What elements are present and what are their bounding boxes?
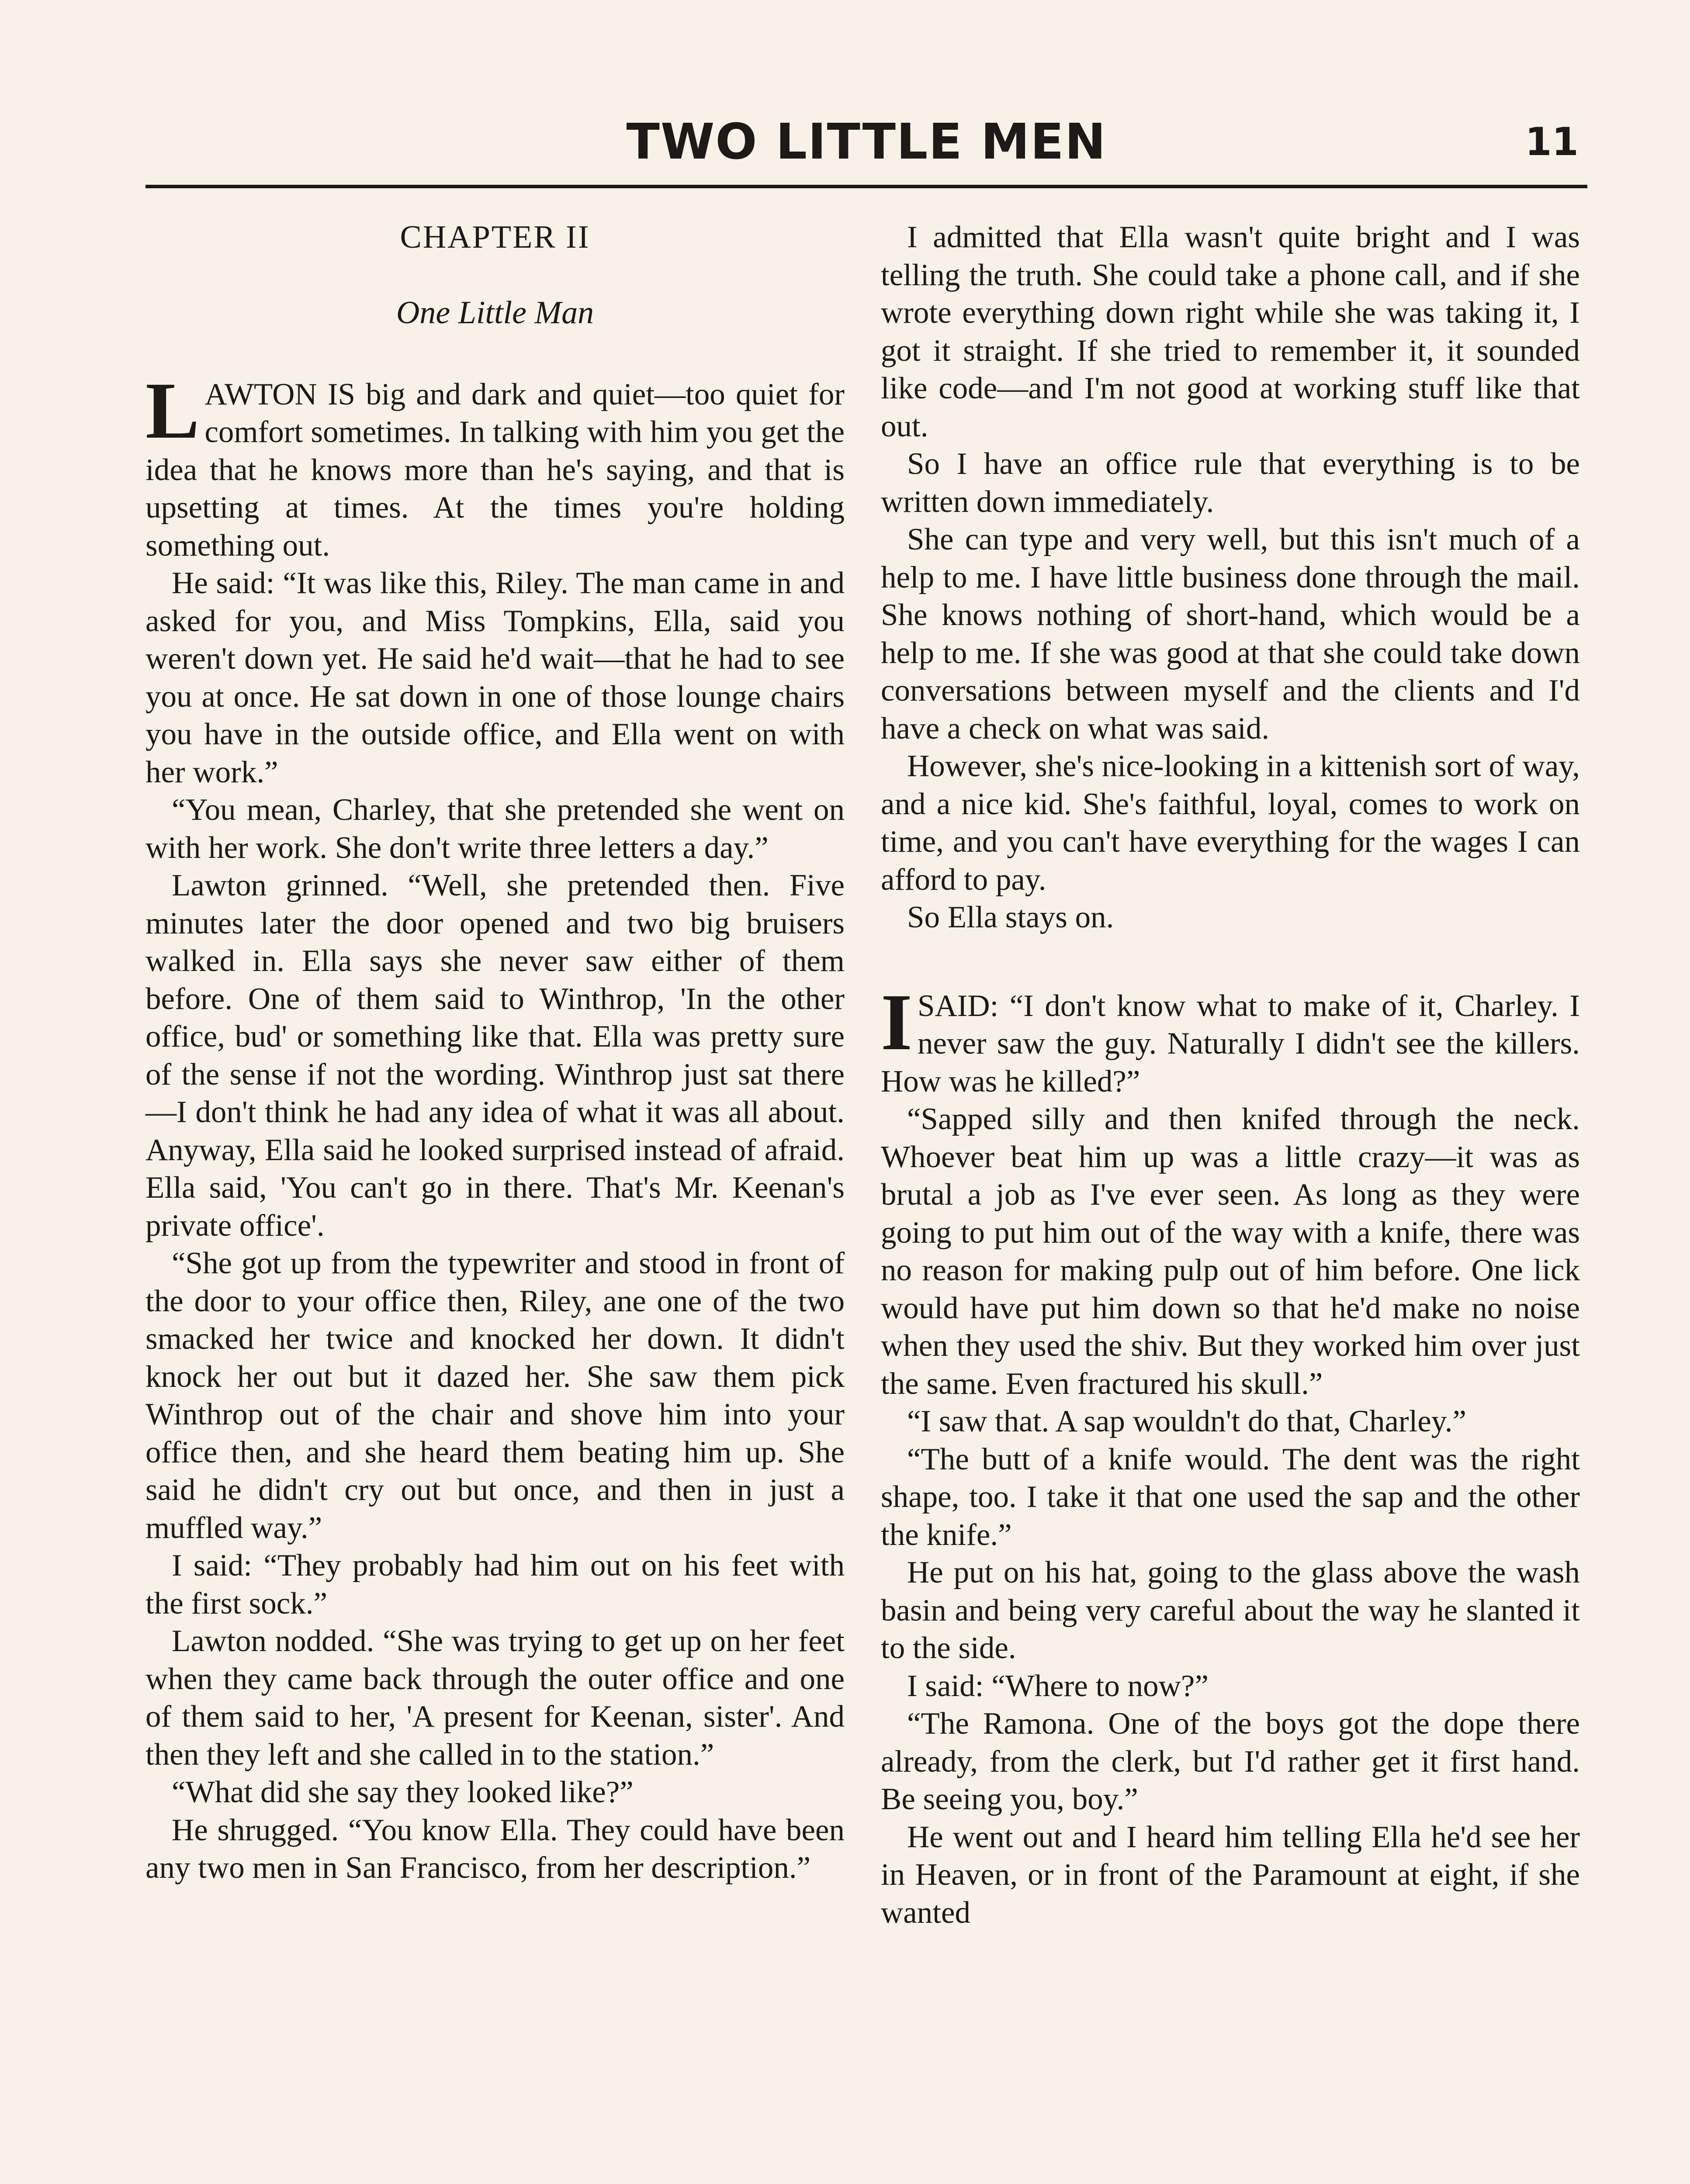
paragraph: He said: “It was like this, Riley. The man came in and asked for you, and Miss Tompkins, Ella, said you weren't down yet. He said he'd wait—that he had to see you at once. He sat down in one of those lounge chairs you have in the outside office, and Ella went on with her work.” — [145, 566, 845, 789]
paragraph: He went out and I heard him telling Ella he'd see her in Heaven, or in front of the Paramount at eight, if she wanted — [881, 1820, 1580, 1930]
left-column — [145, 218, 845, 1887]
paragraph: “The Ramona. One of the boys got the dope there already, from the clerk, but I'd rather get it first hand. Be seeing you, boy.” — [881, 1707, 1580, 1816]
paragraph: “The butt of a knife would. The dent was the right shape, too. I take it that one used the sap and the other the knife.” — [881, 1442, 1580, 1552]
paragraph — [145, 366, 845, 565]
paragraph: “You mean, Charley, that she pretended she went on with her work. She don't write three letters a day.” — [145, 793, 845, 865]
page-number: 11 — [1525, 119, 1579, 164]
running-title: TWO LITTLE MEN — [626, 114, 1107, 170]
paragraph: However, she's nice-looking in a kittenish sort of way, and a nice kid. She's faithful, loyal, comes to work on time, and you can't have everything for the wages I can afford to pay. — [881, 749, 1580, 897]
drop-cap: I — [881, 977, 912, 1067]
paragraph — [881, 977, 1580, 1101]
paragraph-text: AWTON IS big and dark and quiet—too quiet for comfort sometimes. In talking with him you get the idea that he knows more than he's saying, and that is upsetting at times. At the times you're holding something out. — [145, 377, 845, 563]
paragraph: I admitted that Ella wasn't quite bright and I was telling the truth. She could take a phone call, and if she wrote everything down right while she was taking it, I got it straight. If she tried to remember it, it sounded like code—and I'm not good at working stuff like that out. — [881, 220, 1580, 443]
paragraph: She can type and very well, but this isn't much of a help to me. I have little business done through the mail. She knows nothing of short-hand, which would be a help to me. If she was good at that she could take down conversations between myself and the clients and I'd have a check on what was said. — [881, 522, 1580, 746]
right-column — [881, 218, 1580, 1932]
header-rule — [145, 185, 1587, 188]
drop-cap: L — [145, 366, 200, 456]
paragraph: So I have an office rule that everything is to be written down immediately. — [881, 447, 1580, 519]
chapter-title: CHAPTER II — [400, 219, 590, 255]
page-header — [145, 109, 1587, 175]
paragraph: “She got up from the typewriter and stood in front of the door to your office then, Riley, ane one of the two smacked her twice and knocked her down. It didn't knock her out but it dazed her. She saw them pick Winthrop out of the chair and shove him into your office then, and she heard them beating him up. She said he didn't cry out but once, and then in just a muffled way.” — [145, 1246, 845, 1545]
paragraph: I said: “They probably had him out on his feet with the first sock.” — [145, 1548, 845, 1621]
section-break — [881, 936, 1580, 987]
paragraph: “Sapped silly and then knifed through the neck. Whoever beat him up was a little crazy—it was as brutal a job as I've ever seen. As long as they were going to put him out of the way with a knife, there was no reason for making pulp out of him before. One lick would have put him down so that he'd make no noise when they used the shiv. But they worked him over just the same. Even fractured his skull.” — [881, 1102, 1580, 1401]
paragraph: He put on his hat, going to the glass above the wash basin and being very careful about the way he slanted it to the side. — [881, 1555, 1580, 1665]
paragraph: I said: “Where to now?” — [907, 1669, 1209, 1703]
paragraph: “I saw that. A sap wouldn't do that, Charley.” — [907, 1404, 1467, 1438]
paragraph: “What did she say they looked like?” — [172, 1775, 634, 1809]
paragraph: He shrugged. “You know Ella. They could have been any two men in San Francisco, from her description.” — [145, 1813, 845, 1885]
paragraph: So Ella stays on. — [907, 900, 1114, 934]
paragraph: Lawton nodded. “She was trying to get up on her feet when they came back through the outer office and one of them said to her, 'A present for Keenan, sister'. And then they left and she called in to the station.” — [145, 1624, 845, 1772]
paragraph-text: SAID: “I don't know what to make of it, Charley. I never saw the guy. Naturally I didn't see the killers. How was he killed?” — [881, 988, 1580, 1099]
chapter-subtitle: One Little Man — [396, 295, 594, 331]
paragraph: Lawton grinned. “Well, she pretended then. Five minutes later the door opened and two big bruisers walked in. Ella says she never saw either of them before. One of them said to Winthrop, 'In the other office, bud' or something like that. Ella was pretty sure of the sense if not the wording. Winthrop just sat there—I don't think he had any idea of what it was all about. Anyway, Ella said he looked surprised instead of afraid. Ella said, 'You can't go in there. That's Mr. Keenan's private office'. — [145, 868, 845, 1243]
